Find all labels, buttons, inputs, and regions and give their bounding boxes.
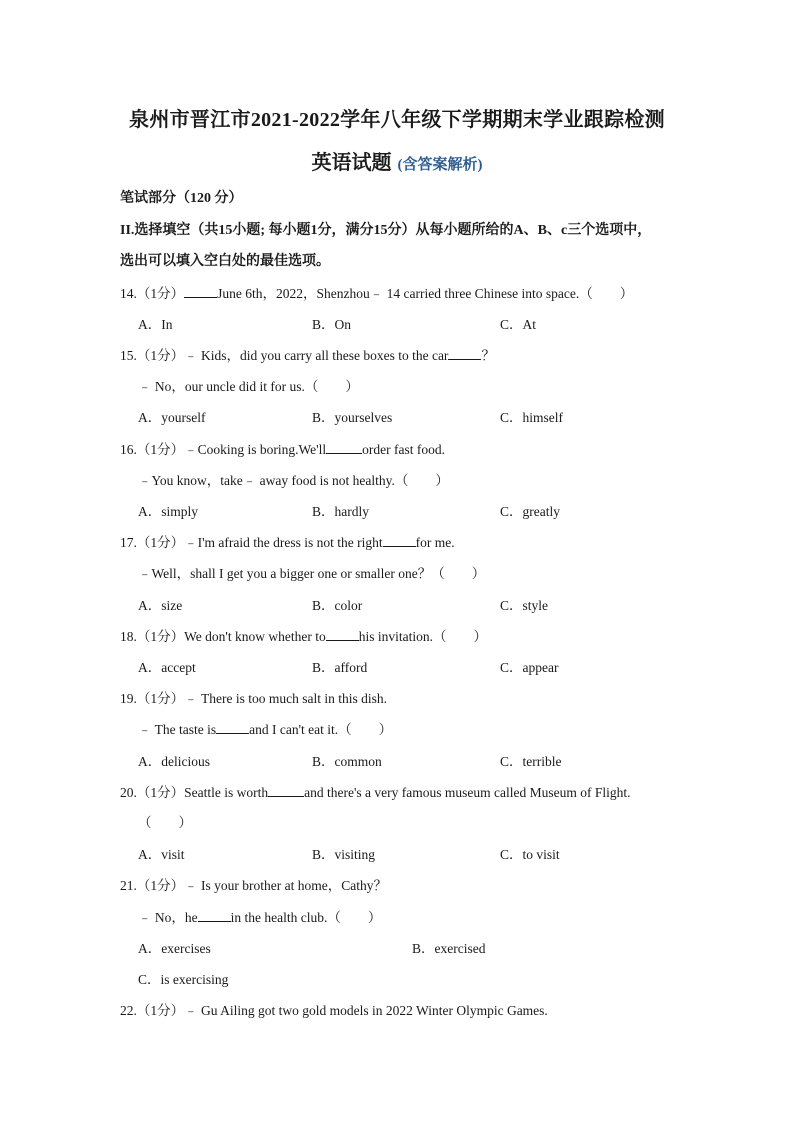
question-17-reply: ﹣Well，shall I get you a bigger one or smaller one？（ ）	[138, 566, 486, 581]
subtitle-text: 英语试题	[311, 152, 392, 174]
question-21-reply-text: ﹣ No，he	[138, 910, 198, 925]
question-21: 21.（1分）﹣ Is your brother at home，Cathy？	[120, 878, 387, 893]
question-16-reply: ﹣You know，take﹣ away food is not healthy.（ ）	[138, 473, 449, 488]
question-18-option-b: B．afford	[312, 660, 368, 675]
question-15	[120, 344, 495, 364]
question-16-text: 16.（1分）﹣Cooking is boring.We'll	[120, 442, 327, 457]
question-20-option-c: C．to visit	[500, 847, 560, 862]
question-16-end: order fast food.	[362, 442, 445, 457]
question-19: 19.（1分）﹣ There is too much salt in this dish.	[120, 691, 387, 706]
question-15-option-c: C．himself	[500, 410, 563, 425]
answer-blank	[448, 347, 481, 360]
question-15-reply: ﹣ No，our uncle did it for us.（ ）	[138, 379, 359, 394]
page-subtitle	[0, 146, 794, 175]
question-15-option-b: B．yourselves	[312, 410, 393, 425]
answer-blank	[326, 628, 359, 641]
question-14-option-c: C．At	[500, 317, 537, 332]
question-20-option-a: A．visit	[138, 847, 185, 862]
question-18-end: his invitation.（ ）	[358, 629, 487, 644]
answer-blank	[184, 285, 217, 298]
question-14-option-a: A．In	[138, 317, 173, 332]
question-15-end: ？	[481, 348, 495, 363]
question-20	[120, 781, 631, 801]
question-21-option-b: B．exercised	[412, 941, 486, 956]
question-14-text: June 6th，2022，Shenzhou﹣ 14 carried three Chinese into space.（ ）	[217, 286, 634, 301]
question-17-end: for me.	[415, 535, 455, 550]
question-16-option-c: C．greatly	[500, 504, 560, 519]
question-15-text: 15.（1分）﹣ Kids，did you carry all these boxes to the car	[120, 348, 449, 363]
question-21-option-a: A．exercises	[138, 941, 211, 956]
question-20-reply: （ ）	[138, 815, 192, 830]
question-18	[120, 625, 487, 645]
question-14	[120, 282, 633, 302]
question-19-option-b: B．common	[312, 754, 382, 769]
question-17-option-a: A．size	[138, 598, 183, 613]
question-19-option-a: A．delicious	[138, 754, 210, 769]
question-17-option-c: C．style	[500, 598, 549, 613]
answer-key-tag: (含答案解析)	[397, 157, 483, 173]
question-17	[120, 531, 455, 551]
question-18-option-a: A．accept	[138, 660, 196, 675]
question-21-reply	[138, 906, 381, 926]
answer-blank	[268, 784, 304, 797]
question-16-option-a: A．simply	[138, 504, 199, 519]
question-20-option-b: B．visiting	[312, 847, 376, 862]
question-16-option-b: B．hardly	[312, 504, 369, 519]
answer-blank	[198, 909, 231, 922]
question-21-option-c: C．is exercising	[138, 972, 229, 987]
question-16	[120, 438, 445, 458]
answer-blank	[326, 441, 362, 454]
question-14-option-b: B．On	[312, 317, 352, 332]
question-15-option-a: A．yourself	[138, 410, 206, 425]
question-21-reply-end: in the health club.（ ）	[230, 910, 382, 925]
question-17-option-b: B．color	[312, 598, 363, 613]
section-ii-instructions-line1: II.选择填空（共15小题; 每小题1分，满分15分）从每小题所给的A、B、c三个选项中，	[120, 223, 652, 238]
question-19-reply-end: and I can't eat it.（ ）	[249, 722, 393, 737]
question-20-end: and there's a very famous museum called Museum of Flight.	[304, 785, 631, 800]
page-title: 泉州市晋江市2021-2022学年八年级下学期期末学业跟踪检测	[129, 109, 665, 131]
answer-blank	[383, 534, 416, 547]
question-20-text: 20.（1分）Seattle is worth	[120, 785, 269, 800]
section-ii-instructions-line2: 选出可以填入空白处的最佳选项。	[120, 254, 330, 269]
question-18-option-c: C．appear	[500, 660, 559, 675]
question-14-number: 14.（1分）	[120, 286, 185, 301]
question-19-reply	[138, 718, 392, 738]
question-19-reply-text: ﹣ The taste is	[138, 722, 217, 737]
question-22: 22.（1分）﹣ Gu Ailing got two gold models in 2022 Winter Olympic Games.	[120, 1003, 548, 1018]
question-19-option-c: C．terrible	[500, 754, 562, 769]
answer-blank	[216, 721, 249, 734]
question-18-text: 18.（1分）We don't know whether to	[120, 629, 326, 644]
section-written-heading: 笔试部分（120 分）	[120, 191, 243, 206]
question-17-text: 17.（1分）﹣I'm afraid the dress is not the right	[120, 535, 383, 550]
